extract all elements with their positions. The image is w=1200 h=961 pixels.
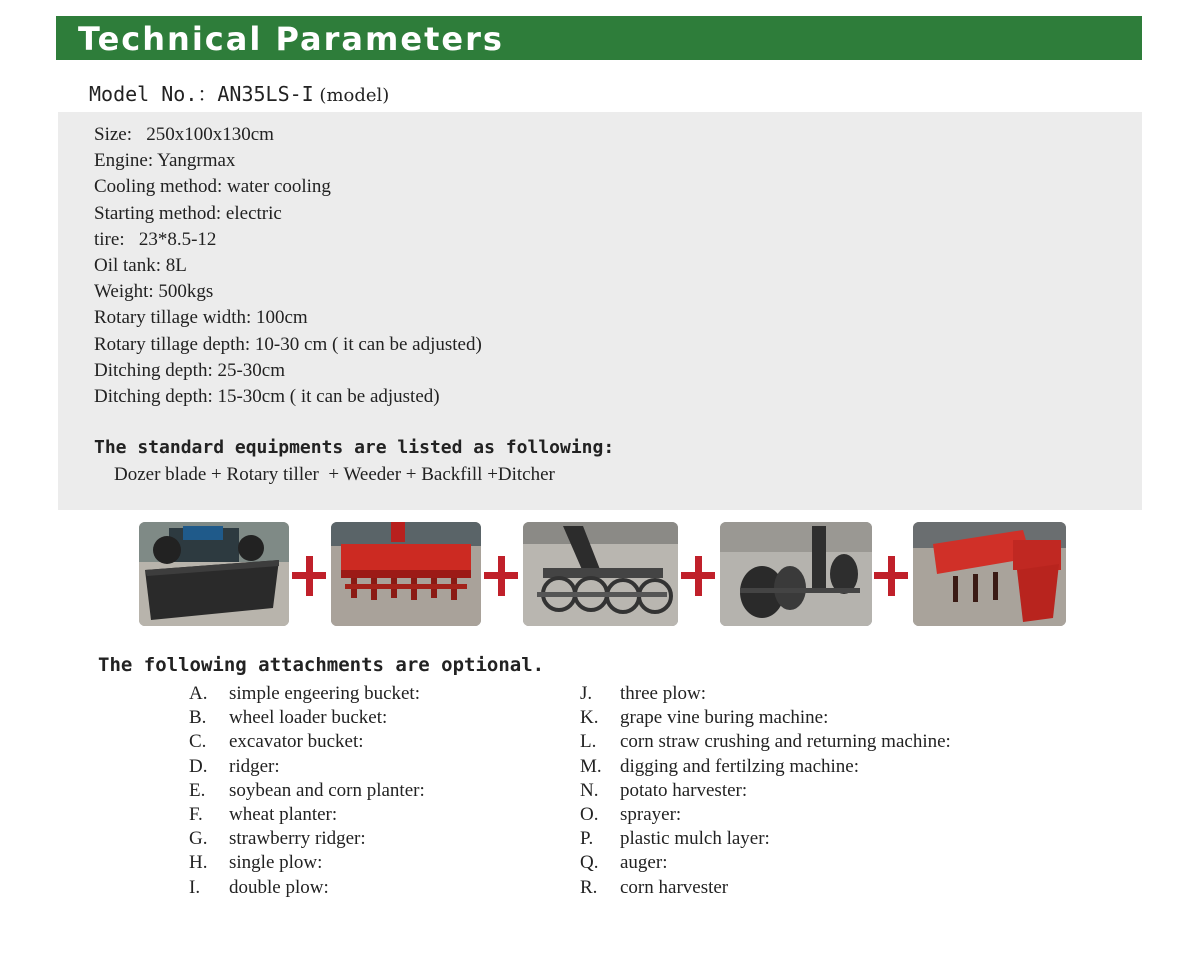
item-letter: O. <box>580 803 599 825</box>
equipment-photo-strip <box>0 522 1200 632</box>
item-letter: H. <box>189 852 208 874</box>
item-letter: I. <box>189 876 201 898</box>
list-item <box>580 682 951 706</box>
list-item <box>580 706 951 730</box>
optional-list-left <box>189 682 425 900</box>
item-letter: C. <box>189 731 207 753</box>
plus-icon <box>292 554 326 596</box>
item-text: simple engeering bucket: <box>229 683 420 704</box>
item-text: auger: <box>620 852 668 874</box>
item-text: wheat planter: <box>229 803 338 825</box>
plus-icon <box>681 554 715 596</box>
item-text: sprayer: <box>620 803 682 825</box>
list-item <box>580 851 951 875</box>
item-letter: A. <box>189 683 208 704</box>
optional-attachments-title: The following attachments are optional. <box>98 654 545 676</box>
item-letter: P. <box>580 828 594 850</box>
item-text: double plow: <box>229 876 329 898</box>
spec-item: Ditching depth: 15-30cm ( it can be adjusted) <box>94 385 440 407</box>
list-item <box>580 779 951 803</box>
dozer-blade-photo <box>139 522 289 626</box>
list-item <box>580 755 951 779</box>
item-text: three plow: <box>620 683 707 704</box>
item-text: strawberry ridger: <box>229 828 366 850</box>
list-item <box>580 803 951 827</box>
list-item <box>189 827 425 851</box>
rotary-tiller-photo <box>331 522 481 626</box>
weeder-photo <box>523 522 678 626</box>
item-letter: F. <box>189 803 203 825</box>
item-letter: M. <box>580 755 602 777</box>
item-letter: R. <box>580 876 598 898</box>
item-text: corn harvester <box>620 876 729 898</box>
spec-item: Engine: Yangrmax <box>94 150 236 172</box>
list-item <box>189 755 425 779</box>
list-item <box>580 730 951 754</box>
spec-item: Starting method: electric <box>94 202 282 224</box>
spec-item: tire: 23*8.5-12 <box>94 228 217 250</box>
model-number-label: Model No.：AN35LS-I <box>89 82 314 106</box>
spec-list <box>94 122 482 410</box>
standard-equipment-title: The standard equipments are listed as following: <box>94 437 615 458</box>
model-number-suffix: (model) <box>313 85 390 106</box>
list-item <box>580 827 951 851</box>
header-bar <box>56 16 1142 60</box>
item-text: soybean and corn planter: <box>229 779 425 801</box>
item-letter: E. <box>189 779 206 801</box>
item-letter: K. <box>580 707 599 729</box>
item-letter: L. <box>580 731 597 753</box>
spec-item: Size: 250x100x130cm <box>94 124 274 145</box>
list-item <box>189 730 425 754</box>
list-item <box>580 876 951 900</box>
list-item <box>189 876 425 900</box>
item-text: wheel loader bucket: <box>229 707 388 729</box>
list-item <box>189 851 425 875</box>
spec-item: Oil tank: 8L <box>94 254 187 276</box>
plus-icon <box>874 554 908 596</box>
list-item <box>189 682 425 706</box>
spec-panel <box>58 112 1142 510</box>
item-letter: B. <box>189 707 207 729</box>
item-text: single plow: <box>229 852 323 874</box>
spec-item: Cooling method: water cooling <box>94 176 331 198</box>
list-item <box>189 779 425 803</box>
item-letter: Q. <box>580 852 599 874</box>
item-text: digging and fertilzing machine: <box>620 755 860 777</box>
spec-item: Weight: 500kgs <box>94 281 214 303</box>
spec-item: Rotary tillage depth: 10-30 cm ( it can be adjusted) <box>94 333 482 355</box>
item-letter: D. <box>189 755 208 777</box>
optional-list-right <box>580 682 951 900</box>
model-number <box>89 78 389 107</box>
item-letter: G. <box>189 828 208 850</box>
item-text: plastic mulch layer: <box>620 828 770 850</box>
spec-item: Ditching depth: 25-30cm <box>94 359 286 381</box>
list-item <box>189 803 425 827</box>
spec-item: Rotary tillage width: 100cm <box>94 307 308 329</box>
item-text: excavator bucket: <box>229 731 364 753</box>
list-item <box>189 706 425 730</box>
standard-equipment-items: Dozer blade + Rotary tiller + Weeder + Backfill +Ditcher <box>114 464 555 485</box>
item-text: ridger: <box>229 755 280 777</box>
plus-icon <box>484 554 518 596</box>
item-text: grape vine buring machine: <box>620 707 829 729</box>
item-letter: J. <box>580 683 593 704</box>
ditcher-photo <box>913 522 1066 626</box>
item-letter: N. <box>580 779 599 801</box>
item-text: potato harvester: <box>620 779 748 801</box>
page-title: Technical Parameters <box>78 20 504 58</box>
backfill-photo <box>720 522 872 626</box>
item-text: corn straw crushing and returning machine: <box>620 731 951 753</box>
